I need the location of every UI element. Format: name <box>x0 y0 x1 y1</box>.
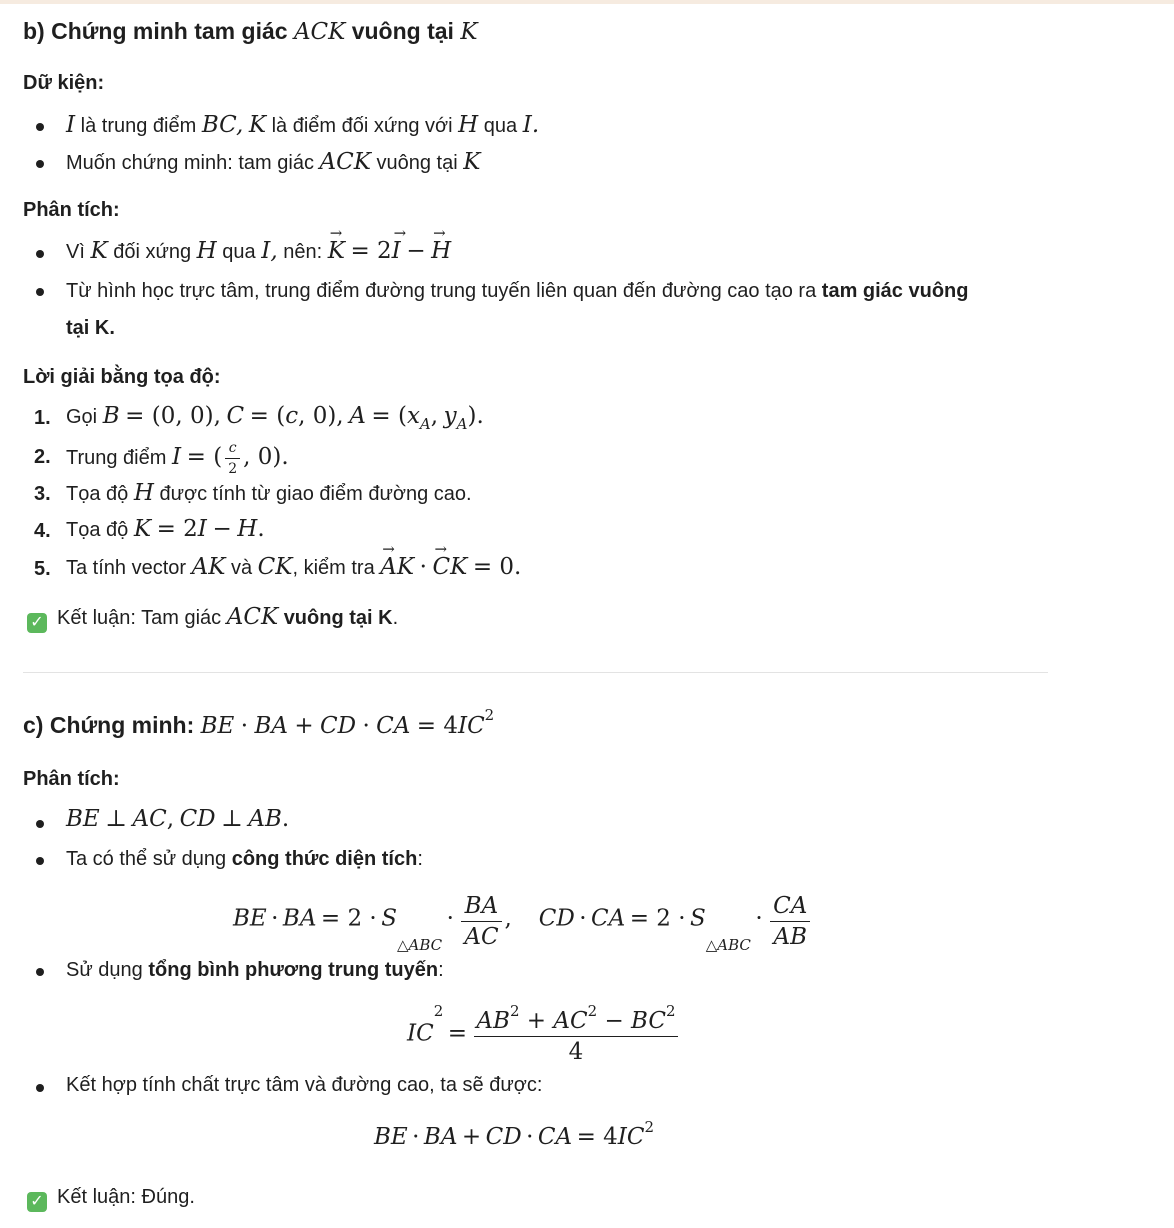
conclusion-b: ✓ Kết luận: Tam giác ACK vuông tại K. <box>27 604 398 633</box>
given-label: Dữ kiện: <box>23 72 105 94</box>
given-item-1: I là trung điểm BC, K là điểm đối xứng với H qua I. <box>66 112 540 138</box>
section-divider <box>23 672 1048 673</box>
section-b-heading <box>23 18 478 45</box>
heading-text-mid: vuông tại <box>351 18 454 44</box>
bullet <box>36 820 44 828</box>
bullet <box>36 160 44 168</box>
step-5: Ta tính vector AK và CK, kiểm tra → AK · → CK = 0. <box>66 554 521 580</box>
check-mark-icon: ✓ <box>27 613 47 633</box>
bullet <box>36 857 44 865</box>
heading-math-triangle: ACK <box>293 19 346 45</box>
heading-text: b) Chứng minh tam giác <box>23 18 288 44</box>
bullet <box>36 250 44 258</box>
section-c-heading: c) Chứng minh: BE · BA + CD · CA = $4IC^2$ <box>23 706 495 739</box>
analysis-c-item-1: BE ⊥ AC, CD ⊥ AB. <box>66 806 290 832</box>
conclusion-c: ✓ Kết luận: Đúng. <box>27 1186 195 1212</box>
top-border <box>0 0 1174 4</box>
given-item-2: Muốn chứng minh: tam giác ACK vuông tại K <box>66 149 481 175</box>
step-number: 1. <box>34 407 51 429</box>
analysis-item-1: Vì K đối xứng H qua I, nên: → K = 2→ I − → H <box>66 238 451 264</box>
step-4: Tọa độ K = 2I − H. <box>66 516 265 542</box>
analysis-c-item-4: Kết hợp tính chất trực tâm và đường cao, ta sẽ được: <box>66 1074 543 1096</box>
step-number: 4. <box>34 520 51 542</box>
solution-label: Lời giải bằng tọa độ: <box>23 366 221 388</box>
check-mark-icon: ✓ <box>27 1192 47 1212</box>
step-number: 3. <box>34 483 51 505</box>
analysis-label-c: Phân tích: <box>23 768 120 790</box>
area-formula: BE · BA = 2 · S△ABC · $\frac{BA}{AC}$ , CD · CA = 2 · S△ABC · $\frac{CA}{AB}$ <box>233 893 813 950</box>
median-formula: IC2 = $\frac{AB^2 + AC^2 - BC^2}{4}$ <box>407 1002 676 1065</box>
heading-math-point: K <box>460 19 478 45</box>
step-3: Tọa độ H được tính từ giao điểm đường cao. <box>66 480 472 506</box>
bullet <box>36 968 44 976</box>
final-formula: BE · BA + CD · CA = 4IC2 <box>374 1118 655 1150</box>
analysis-c-item-3: Sử dụng tổng bình phương trung tuyến: <box>66 959 444 981</box>
step-number: 2. <box>34 446 51 468</box>
step-1: Gọi B = (0, 0), C = (c, 0), $A = (x_A$, $y_A$). <box>66 403 484 433</box>
analysis-item-2-cont: tại K. <box>66 317 115 339</box>
bullet <box>36 1084 44 1092</box>
step-number: 5. <box>34 558 51 580</box>
analysis-item-2: Từ hình học trực tâm, trung điểm đường trung tuyến liên quan đến đường cao tạo ra tam giác vuông <box>66 280 969 302</box>
analysis-label: Phân tích: <box>23 199 120 221</box>
analysis-c-item-2: Ta có thể sử dụng công thức diện tích: <box>66 848 423 870</box>
bullet <box>36 288 44 296</box>
step-2: Trung điểm I = ( $\frac{c}{2}$ , 0). <box>66 440 289 477</box>
bullet <box>36 123 44 131</box>
